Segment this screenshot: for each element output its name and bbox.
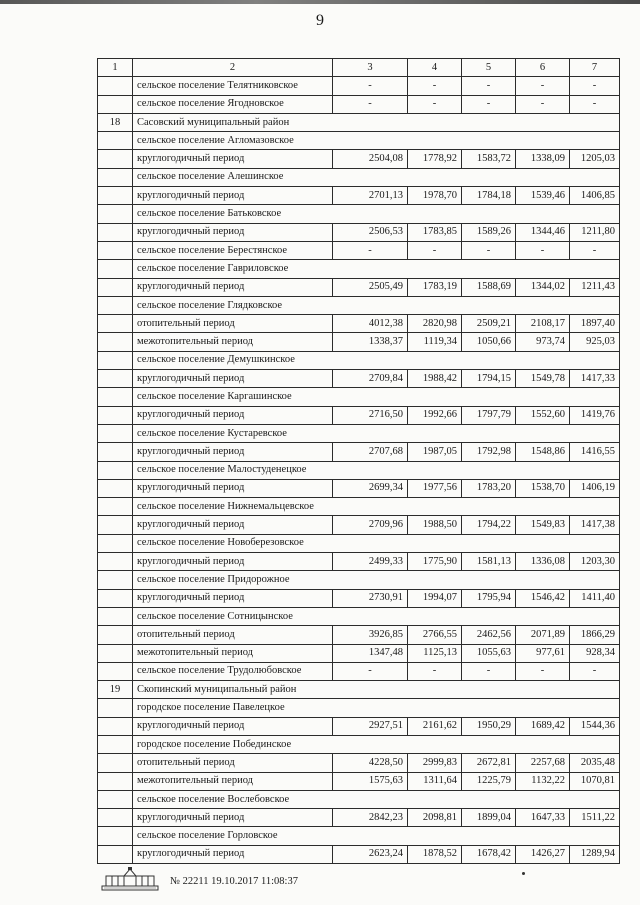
tariff-value-cell: 2509,21 (462, 315, 516, 333)
header-cell: 3 (333, 59, 408, 77)
period-label: круглогодичный период (133, 845, 333, 863)
row-number-cell (98, 479, 133, 497)
header-cell: 2 (133, 59, 333, 77)
settlement-name: городское поселение Побединское (133, 735, 620, 753)
tariff-value-cell: 1544,36 (570, 717, 620, 735)
tariff-value-cell: - (408, 95, 462, 113)
tariff-value-cell: - (333, 95, 408, 113)
tariff-value-cell: 2505,49 (333, 278, 408, 296)
period-row (98, 626, 620, 644)
period-label: круглогодичный период (133, 516, 333, 534)
tariff-value-cell: 2766,55 (408, 626, 462, 644)
settlement-name: сельское поселение Новоберезовское (133, 534, 620, 552)
period-row (98, 278, 620, 296)
period-label: круглогодичный период (133, 717, 333, 735)
tariff-value-cell: - (570, 95, 620, 113)
settlement-name: сельское поселение Горловское (133, 827, 620, 845)
tariff-value-cell: - (516, 95, 570, 113)
tariff-value-cell: 1783,19 (408, 278, 462, 296)
row-number-cell (98, 571, 133, 589)
settlement-name: сельское поселение Малостуденецкое (133, 461, 620, 479)
tariff-value-cell: 973,74 (516, 333, 570, 351)
settlement-dash-row (98, 241, 620, 259)
row-number-cell (98, 516, 133, 534)
settlement-row (98, 388, 620, 406)
tariff-value-cell: 1225,79 (462, 772, 516, 790)
tariff-value-cell: 1336,08 (516, 553, 570, 571)
row-number-cell (98, 553, 133, 571)
tariff-value-cell: 1119,34 (408, 333, 462, 351)
period-row (98, 370, 620, 388)
tariff-value-cell: 1203,30 (570, 553, 620, 571)
period-row (98, 809, 620, 827)
government-building-seal-icon (100, 866, 160, 892)
tariff-value-cell: 1783,20 (462, 479, 516, 497)
tariff-value-cell: 1794,22 (462, 516, 516, 534)
row-number-cell (98, 626, 133, 644)
period-row (98, 333, 620, 351)
tariff-value-cell: 2820,98 (408, 315, 462, 333)
settlement-row (98, 205, 620, 223)
tariff-value-cell: 2672,81 (462, 754, 516, 772)
row-number-cell (98, 351, 133, 369)
settlement-name: сельское поселение Трудолюбовское (133, 662, 333, 680)
row-number-cell (98, 498, 133, 516)
tariff-value-cell: 1678,42 (462, 845, 516, 863)
tariff-value-cell: 1344,46 (516, 223, 570, 241)
tariff-value-cell: 2462,56 (462, 626, 516, 644)
period-label: круглогодичный период (133, 589, 333, 607)
row-number-cell (98, 77, 133, 95)
header-cell: 6 (516, 59, 570, 77)
tariff-value-cell: 2701,13 (333, 187, 408, 205)
period-label: межотопительный период (133, 772, 333, 790)
tariff-value-cell: 1538,70 (516, 479, 570, 497)
tariff-value-cell: 1125,13 (408, 644, 462, 662)
period-label: круглогодичный период (133, 809, 333, 827)
settlement-name: сельское поселение Берестянское (133, 241, 333, 259)
period-row (98, 754, 620, 772)
settlement-row (98, 296, 620, 314)
row-number-cell (98, 241, 133, 259)
settlement-name: сельское поселение Нижнемальцевское (133, 498, 620, 516)
tariff-value-cell: - (570, 241, 620, 259)
tariff-value-cell: 1055,63 (462, 644, 516, 662)
tariff-value-cell: 1792,98 (462, 443, 516, 461)
tariff-value-cell: 1539,46 (516, 187, 570, 205)
period-label: отопительный период (133, 754, 333, 772)
row-number-cell (98, 534, 133, 552)
settlement-row (98, 424, 620, 442)
tariff-value-cell: 1132,22 (516, 772, 570, 790)
period-label: круглогодичный период (133, 370, 333, 388)
settlement-name: сельское поселение Глядковское (133, 296, 620, 314)
tariff-value-cell: - (408, 77, 462, 95)
tariff-value-cell: 1549,78 (516, 370, 570, 388)
period-row (98, 516, 620, 534)
tariff-value-cell: 1992,66 (408, 406, 462, 424)
header-cell: 7 (570, 59, 620, 77)
settlement-name: сельское поселение Алешинское (133, 168, 620, 186)
tariff-value-cell: 1878,52 (408, 845, 462, 863)
settlement-row (98, 461, 620, 479)
period-label: круглогодичный период (133, 223, 333, 241)
district-number: 18 (98, 113, 133, 131)
row-number-cell (98, 260, 133, 278)
tariff-value-cell: 1783,85 (408, 223, 462, 241)
tariff-value-cell: 1552,60 (516, 406, 570, 424)
row-number-cell (98, 315, 133, 333)
district-name: Сасовский муниципальный район (133, 113, 620, 131)
tariff-value-cell: 1689,42 (516, 717, 570, 735)
tariff-value-cell: 1647,33 (516, 809, 570, 827)
tariff-value-cell: 2071,89 (516, 626, 570, 644)
row-number-cell (98, 95, 133, 113)
tariff-value-cell: 1070,81 (570, 772, 620, 790)
district-row (98, 681, 620, 699)
tariff-value-cell: 2716,50 (333, 406, 408, 424)
settlement-row (98, 790, 620, 808)
settlement-dash-row (98, 77, 620, 95)
tariff-value-cell: 1583,72 (462, 150, 516, 168)
settlement-name: сельское поселение Ягодновское (133, 95, 333, 113)
tariff-value-cell: 1977,56 (408, 479, 462, 497)
row-number-cell (98, 735, 133, 753)
tariff-value-cell: 1417,38 (570, 516, 620, 534)
row-number-cell (98, 187, 133, 205)
tariff-value-cell: - (516, 77, 570, 95)
tariff-value-cell: - (570, 77, 620, 95)
row-number-cell (98, 150, 133, 168)
tariff-value-cell: 1289,94 (570, 845, 620, 863)
period-label: отопительный период (133, 626, 333, 644)
tariff-value-cell: 1549,83 (516, 516, 570, 534)
row-number-cell (98, 296, 133, 314)
header-cell: 5 (462, 59, 516, 77)
tariff-value-cell: 1050,66 (462, 333, 516, 351)
tariff-value-cell: 4012,38 (333, 315, 408, 333)
tariff-value-cell: 2709,84 (333, 370, 408, 388)
settlement-row (98, 571, 620, 589)
settlement-row (98, 735, 620, 753)
tariff-value-cell: 1994,07 (408, 589, 462, 607)
tariff-value-cell: 1899,04 (462, 809, 516, 827)
tariff-value-cell: 1546,42 (516, 589, 570, 607)
settlement-name: сельское поселение Кустаревское (133, 424, 620, 442)
period-label: межотопительный период (133, 333, 333, 351)
row-number-cell (98, 388, 133, 406)
period-row (98, 315, 620, 333)
row-number-cell (98, 790, 133, 808)
header-row (98, 59, 620, 77)
tariff-value-cell: 1311,64 (408, 772, 462, 790)
tariff-value-cell: 1548,86 (516, 443, 570, 461)
scan-top-edge (0, 0, 640, 4)
settlement-name: сельское поселение Каргашинское (133, 388, 620, 406)
tariff-value-cell: 1211,80 (570, 223, 620, 241)
settlement-name: сельское поселение Батьковское (133, 205, 620, 223)
tariff-value-cell: 1211,43 (570, 278, 620, 296)
row-number-cell (98, 443, 133, 461)
row-number-cell (98, 662, 133, 680)
row-number-cell (98, 717, 133, 735)
period-row (98, 845, 620, 863)
tariff-value-cell: 1344,02 (516, 278, 570, 296)
settlement-row (98, 498, 620, 516)
period-label: межотопительный период (133, 644, 333, 662)
tariff-value-cell: 1897,40 (570, 315, 620, 333)
tariff-value-cell: - (516, 662, 570, 680)
tariff-value-cell: 2730,91 (333, 589, 408, 607)
tariff-value-cell: 2699,34 (333, 479, 408, 497)
tariff-value-cell: 1778,92 (408, 150, 462, 168)
period-row (98, 644, 620, 662)
tariff-value-cell: - (516, 241, 570, 259)
tariff-value-cell: 1406,19 (570, 479, 620, 497)
row-number-cell (98, 699, 133, 717)
tariff-value-cell: 928,34 (570, 644, 620, 662)
tariff-value-cell: 1338,37 (333, 333, 408, 351)
tariff-value-cell: 1419,76 (570, 406, 620, 424)
tariff-value-cell: 2035,48 (570, 754, 620, 772)
tariff-value-cell: - (570, 662, 620, 680)
tariff-value-cell: 3926,85 (333, 626, 408, 644)
tariff-value-cell: 1511,22 (570, 809, 620, 827)
settlement-row (98, 607, 620, 625)
tariff-value-cell: - (333, 662, 408, 680)
document-footer (100, 866, 298, 892)
period-row (98, 479, 620, 497)
period-row (98, 406, 620, 424)
tariff-value-cell: - (462, 95, 516, 113)
row-number-cell (98, 333, 133, 351)
tariff-value-cell: - (462, 241, 516, 259)
settlement-name: сельское поселение Вослебовское (133, 790, 620, 808)
row-number-cell (98, 827, 133, 845)
row-number-cell (98, 205, 133, 223)
row-number-cell (98, 754, 133, 772)
tariff-value-cell: 2842,23 (333, 809, 408, 827)
tariff-value-cell: 1426,27 (516, 845, 570, 863)
tariff-value-cell: 2504,08 (333, 150, 408, 168)
settlement-row (98, 827, 620, 845)
settlement-name: сельское поселение Придорожное (133, 571, 620, 589)
tariff-value-cell: - (333, 77, 408, 95)
row-number-cell (98, 607, 133, 625)
tariff-value-cell: 2707,68 (333, 443, 408, 461)
tariff-value-cell: - (333, 241, 408, 259)
row-number-cell (98, 461, 133, 479)
tariff-value-cell: 977,61 (516, 644, 570, 662)
row-number-cell (98, 278, 133, 296)
row-number-cell (98, 424, 133, 442)
period-label: круглогодичный период (133, 479, 333, 497)
tariff-value-cell: - (462, 662, 516, 680)
settlement-name: сельское поселение Агломазовское (133, 132, 620, 150)
header-cell: 1 (98, 59, 133, 77)
tariff-value-cell: 2499,33 (333, 553, 408, 571)
tariff-value-cell: 1775,90 (408, 553, 462, 571)
settlement-dash-row (98, 95, 620, 113)
tariff-value-cell: 1795,94 (462, 589, 516, 607)
tariff-value-cell: 2999,83 (408, 754, 462, 772)
document-number-timestamp: № 22211 19.10.2017 11:08:37 (170, 875, 298, 887)
tariff-value-cell: 1581,13 (462, 553, 516, 571)
tariff-value-cell: 1866,29 (570, 626, 620, 644)
settlement-row (98, 260, 620, 278)
tariff-value-cell: 2098,81 (408, 809, 462, 827)
tariff-table (97, 58, 620, 864)
tariff-value-cell: 1411,40 (570, 589, 620, 607)
settlement-row (98, 699, 620, 717)
tariff-value-cell: 925,03 (570, 333, 620, 351)
period-label: круглогодичный период (133, 278, 333, 296)
row-number-cell (98, 809, 133, 827)
tariff-value-cell: 2927,51 (333, 717, 408, 735)
tariff-value-cell: 2506,53 (333, 223, 408, 241)
period-row (98, 443, 620, 461)
period-label: круглогодичный период (133, 443, 333, 461)
tariff-value-cell: 1347,48 (333, 644, 408, 662)
settlement-name: сельское поселение Телятниковское (133, 77, 333, 95)
tariff-value-cell: 1950,29 (462, 717, 516, 735)
settlement-name: сельское поселение Гавриловское (133, 260, 620, 278)
tariff-value-cell: 2709,96 (333, 516, 408, 534)
row-number-cell (98, 168, 133, 186)
period-label: круглогодичный период (133, 406, 333, 424)
settlement-row (98, 132, 620, 150)
tariff-value-cell: 1784,18 (462, 187, 516, 205)
tariff-value-cell: 1987,05 (408, 443, 462, 461)
tariff-value-cell: - (408, 662, 462, 680)
row-number-cell (98, 406, 133, 424)
tariff-value-cell: 1417,33 (570, 370, 620, 388)
period-row (98, 187, 620, 205)
tariff-value-cell: 1588,69 (462, 278, 516, 296)
tariff-value-cell: 4228,50 (333, 754, 408, 772)
settlement-name: сельское поселение Сотницынское (133, 607, 620, 625)
header-cell: 4 (408, 59, 462, 77)
settlement-dash-row (98, 662, 620, 680)
tariff-value-cell: - (462, 77, 516, 95)
tariff-value-cell: 1797,79 (462, 406, 516, 424)
district-name: Скопинский муниципальный район (133, 681, 620, 699)
row-number-cell (98, 845, 133, 863)
period-label: отопительный период (133, 315, 333, 333)
scan-speck (522, 872, 525, 875)
period-row (98, 772, 620, 790)
period-row (98, 717, 620, 735)
row-number-cell (98, 132, 133, 150)
settlement-row (98, 351, 620, 369)
district-row (98, 113, 620, 131)
settlement-row (98, 168, 620, 186)
tariff-value-cell: 1988,42 (408, 370, 462, 388)
district-number: 19 (98, 681, 133, 699)
tariff-value-cell: 1205,03 (570, 150, 620, 168)
tariff-value-cell: 1575,63 (333, 772, 408, 790)
period-label: круглогодичный период (133, 150, 333, 168)
row-number-cell (98, 370, 133, 388)
table-body (98, 59, 620, 864)
period-row (98, 553, 620, 571)
row-number-cell (98, 644, 133, 662)
settlement-name: сельское поселение Демушкинское (133, 351, 620, 369)
tariff-value-cell: 1988,50 (408, 516, 462, 534)
tariff-value-cell: 1406,85 (570, 187, 620, 205)
tariff-value-cell: 2623,24 (333, 845, 408, 863)
tariff-value-cell: 1416,55 (570, 443, 620, 461)
period-label: круглогодичный период (133, 553, 333, 571)
settlement-row (98, 534, 620, 552)
row-number-cell (98, 223, 133, 241)
tariff-value-cell: 1338,09 (516, 150, 570, 168)
tariff-value-cell: 1794,15 (462, 370, 516, 388)
tariff-value-cell: - (408, 241, 462, 259)
row-number-cell (98, 589, 133, 607)
period-row (98, 223, 620, 241)
tariff-value-cell: 2161,62 (408, 717, 462, 735)
tariff-value-cell: 2257,68 (516, 754, 570, 772)
period-row (98, 589, 620, 607)
settlement-name: городское поселение Павелецкое (133, 699, 620, 717)
page-number: 9 (316, 12, 324, 29)
tariff-value-cell: 1589,26 (462, 223, 516, 241)
tariff-value-cell: 2108,17 (516, 315, 570, 333)
period-label: круглогодичный период (133, 187, 333, 205)
period-row (98, 150, 620, 168)
row-number-cell (98, 772, 133, 790)
tariff-value-cell: 1978,70 (408, 187, 462, 205)
